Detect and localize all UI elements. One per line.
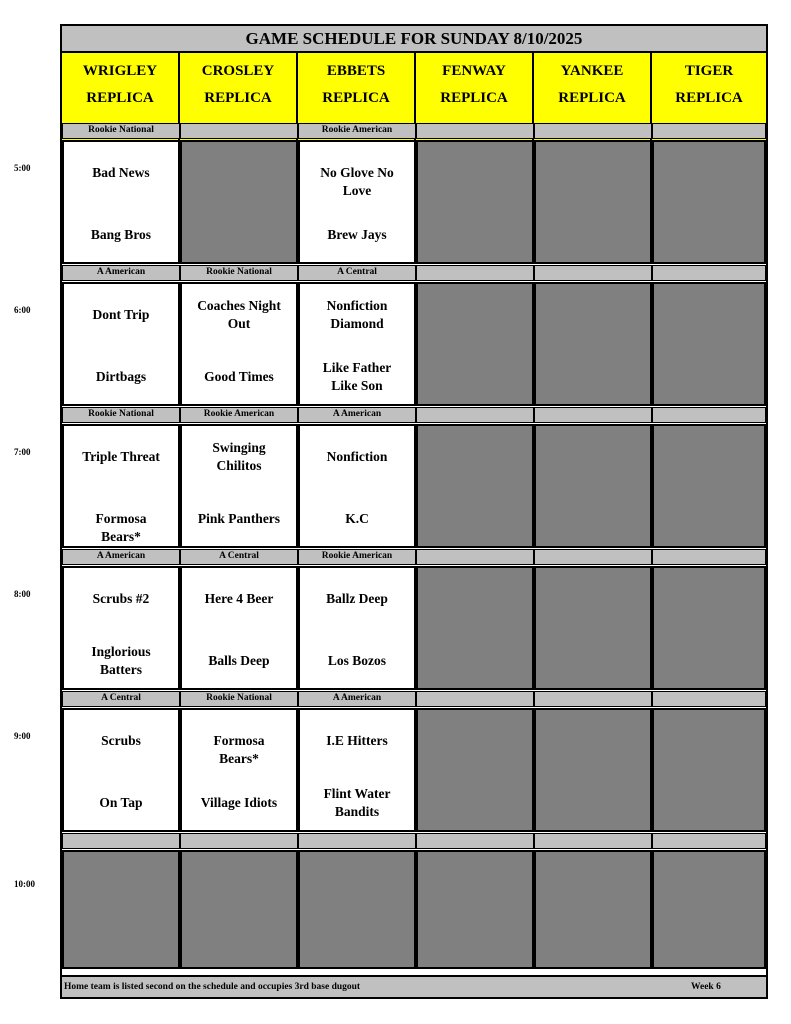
empty-slot xyxy=(416,566,534,690)
division-label xyxy=(416,265,534,281)
empty-slot xyxy=(534,708,652,832)
division-label: A Central xyxy=(62,691,180,707)
division-label xyxy=(534,549,652,565)
division-label xyxy=(652,265,766,281)
away-team: I.E Hitters xyxy=(326,733,388,748)
away-team: Nonfiction xyxy=(326,449,388,464)
empty-slot xyxy=(534,282,652,406)
division-label: A American xyxy=(298,407,416,423)
home-team: Inglorious Batters xyxy=(91,644,151,677)
away-team: Formosa Bears* xyxy=(213,733,265,766)
empty-slot xyxy=(298,850,416,969)
away-team: Ballz Deep xyxy=(326,591,388,606)
game-cell xyxy=(62,140,180,264)
empty-slot xyxy=(416,140,534,264)
empty-slot xyxy=(534,424,652,548)
time-label: 10:00 xyxy=(14,879,35,889)
time-label: 9:00 xyxy=(14,731,31,741)
division-label: Rookie American xyxy=(298,123,416,139)
division-label xyxy=(534,691,652,707)
away-team: Coaches Night Out xyxy=(197,298,281,331)
home-team: Formosa Bears* xyxy=(95,511,147,544)
empty-slot xyxy=(62,850,180,969)
division-label xyxy=(652,691,766,707)
footer-bar xyxy=(62,975,766,997)
game-cell xyxy=(298,424,416,548)
home-team: Los Bozos xyxy=(327,653,387,668)
home-team: Village Idiots xyxy=(200,795,278,810)
empty-slot xyxy=(180,140,298,264)
empty-slot xyxy=(416,282,534,406)
field-name: FENWAY xyxy=(442,63,506,79)
division-label: Rookie American xyxy=(298,549,416,565)
empty-slot xyxy=(416,850,534,969)
game-cell xyxy=(180,708,298,832)
empty-slot xyxy=(652,708,766,832)
away-team: No Glove No Love xyxy=(320,165,394,198)
division-label xyxy=(652,833,766,849)
empty-slot xyxy=(652,140,766,264)
empty-slot xyxy=(652,850,766,969)
game-cell xyxy=(298,566,416,690)
schedule-table xyxy=(60,24,768,999)
empty-slot xyxy=(416,708,534,832)
game-cell xyxy=(298,282,416,406)
home-team: Good Times xyxy=(204,369,274,384)
division-label xyxy=(416,691,534,707)
division-label: Rookie National xyxy=(180,691,298,707)
home-team: Flint Water Bandits xyxy=(323,786,391,819)
home-team: Like Father Like Son xyxy=(322,360,392,393)
game-cell xyxy=(298,708,416,832)
game-cell xyxy=(298,140,416,264)
division-label xyxy=(416,833,534,849)
division-label: A American xyxy=(62,265,180,281)
week-label: Week 6 xyxy=(691,982,721,992)
away-team: Swinging Chilitos xyxy=(212,440,266,473)
away-team: Here 4 Beer xyxy=(204,591,274,606)
game-cell xyxy=(180,566,298,690)
game-cell xyxy=(62,566,180,690)
away-team: Nonfiction Diamond xyxy=(326,298,388,331)
game-cell xyxy=(62,708,180,832)
home-team: K.C xyxy=(345,511,369,526)
field-suffix: REPLICA xyxy=(204,90,272,106)
division-label: A American xyxy=(62,549,180,565)
division-label xyxy=(180,123,298,139)
division-label xyxy=(416,407,534,423)
division-label: A American xyxy=(298,691,416,707)
division-label xyxy=(416,123,534,139)
empty-slot xyxy=(416,424,534,548)
home-team: Brew Jays xyxy=(327,227,387,242)
field-name: CROSLEY xyxy=(201,63,275,79)
division-label xyxy=(652,123,766,139)
away-team: Triple Threat xyxy=(82,449,160,464)
home-team: Dirtbags xyxy=(95,369,147,384)
footer-note: Home team is listed second on the schedule and occupies 3rd base dugout xyxy=(64,982,361,992)
empty-slot xyxy=(534,140,652,264)
time-label: 5:00 xyxy=(14,163,31,173)
home-team: Balls Deep xyxy=(208,653,270,668)
empty-slot xyxy=(534,566,652,690)
division-label xyxy=(180,833,298,849)
division-label xyxy=(534,833,652,849)
empty-slot xyxy=(652,566,766,690)
time-label: 7:00 xyxy=(14,447,31,457)
empty-slot xyxy=(534,850,652,969)
division-label xyxy=(416,549,534,565)
division-label xyxy=(652,549,766,565)
field-name: YANKEE xyxy=(560,63,624,79)
division-label: A Central xyxy=(180,549,298,565)
away-team: Bad News xyxy=(92,165,150,180)
field-suffix: REPLICA xyxy=(675,90,743,106)
division-label xyxy=(62,833,180,849)
game-cell xyxy=(180,424,298,548)
division-label: Rookie National xyxy=(62,407,180,423)
field-suffix: REPLICA xyxy=(86,90,154,106)
home-team: Bang Bros xyxy=(90,227,152,242)
division-label: Rookie American xyxy=(180,407,298,423)
away-team: Scrubs xyxy=(101,733,141,748)
time-label: 8:00 xyxy=(14,589,31,599)
empty-slot xyxy=(652,424,766,548)
away-team: Dont Trip xyxy=(92,307,150,322)
field-name: EBBETS xyxy=(326,63,386,79)
division-label: A Central xyxy=(298,265,416,281)
division-label xyxy=(298,833,416,849)
field-suffix: REPLICA xyxy=(440,90,508,106)
away-team: Scrubs #2 xyxy=(92,591,150,606)
home-team: On Tap xyxy=(99,795,143,810)
field-suffix: REPLICA xyxy=(322,90,390,106)
division-label xyxy=(534,123,652,139)
game-cell xyxy=(62,282,180,406)
division-label: Rookie National xyxy=(180,265,298,281)
division-label xyxy=(652,407,766,423)
game-cell xyxy=(62,424,180,548)
empty-slot xyxy=(180,850,298,969)
empty-slot xyxy=(652,282,766,406)
field-name: TIGER xyxy=(684,63,734,79)
home-team: Pink Panthers xyxy=(197,511,281,526)
schedule-title: GAME SCHEDULE FOR SUNDAY 8/10/2025 xyxy=(62,26,766,53)
division-label xyxy=(534,265,652,281)
division-label xyxy=(534,407,652,423)
division-label: Rookie National xyxy=(62,123,180,139)
field-name: WRIGLEY xyxy=(82,63,158,79)
game-cell xyxy=(180,282,298,406)
field-suffix: REPLICA xyxy=(558,90,626,106)
time-label: 6:00 xyxy=(14,305,31,315)
